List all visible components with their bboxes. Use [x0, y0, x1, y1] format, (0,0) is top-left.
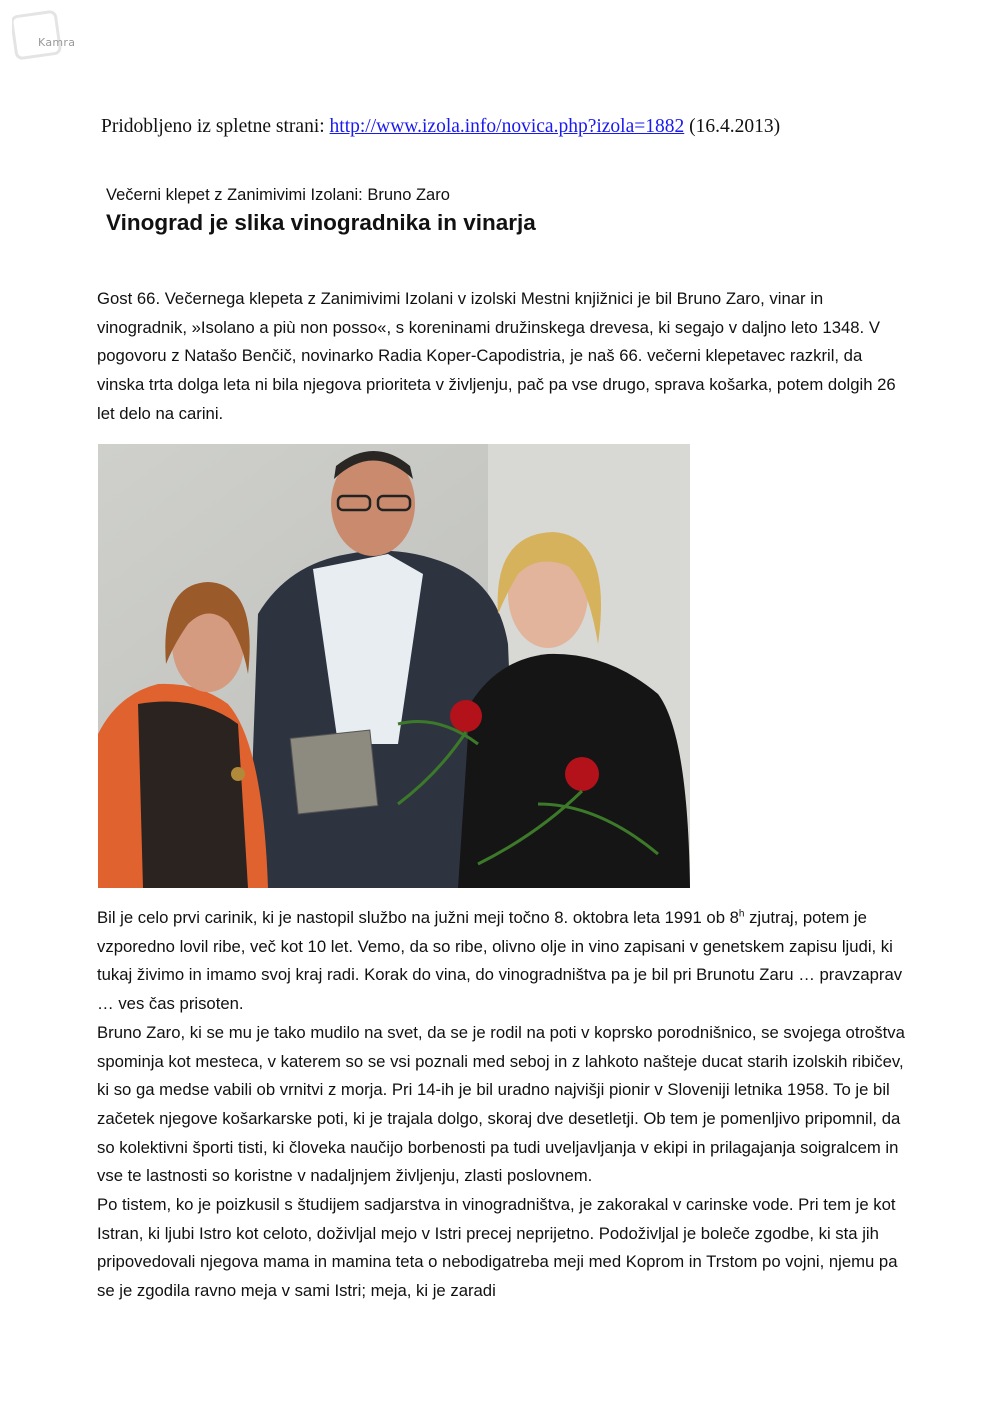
- source-date: (16.4.2013): [689, 116, 781, 137]
- article-photo: [98, 444, 690, 888]
- body-paragraph-2: Bruno Zaro, ki se mu je tako mudilo na svet, da se je rodil na poti v koprsko porodnišnico, se svojega otroštva spominja kot mesteca, v katerem so se vsi poznali med seboj in z lahkoto našteje ducat starih izolskih ribičev, ki so ga medse vabili ob vrnitvi z morja. Pri 14-ih je bil uradno najvišji pionir v Sloveniji letnika 1958. To je bil začetek njegove košarkarske poti, ki je trajala dolgo, skoraj dve desetletji. Ob tem je pomenljivo pripomnil, da so kolektivni športi tisti, ki človeka naučijo borbenosti pa tudi uveljavljanja v ekipi in prilagajanja soigralcem in vse te lastnosti so koristne v nadaljnjem življenju, zlasti poslovnem.: [97, 1022, 905, 1186]
- kamra-logo: [12, 10, 112, 60]
- body-paragraph-3: Po tistem, ko je poizkusil s študijem sadjarstva in vinogradništva, je zakorakal v carinske vode. Pri tem je kot Istran, ki ljubi Istro kot celoto, doživljal mejo v Istri precej neprijetno. Podoživljal je boleče zgodbe, ki sta jih pripovedovali njegova mama in mamina teta o nebodigatreba meji med Koprom in Trstom po vojni, njemu pa se je zgodila ravno meja v sami Istri; meja, ki je zaradi: [97, 1195, 898, 1301]
- hour-superscript: h: [738, 908, 745, 920]
- body-paragraph-text: Bil je celo prvi carinik, ki je nastopil službo na južni meji točno 8. oktobra leta 1991 ob 8: [97, 908, 739, 927]
- article-headline: Vinograd je slika vinogradnika in vinarja: [106, 210, 536, 235]
- source-line: [101, 116, 780, 138]
- body-paragraph-text-cont: zjutraj, potem je vzporedno lovil ribe, več kot 10 let. Vemo, da so ribe, olivno olje in vino zapisani v genetskem zapisu ljudi, ki tukaj živimo in imamo svoj kraj radi. Korak do vina, do vinogradništva pa je bil pri Brunotu Zaru … pravzaprav … ves čas prisoten.: [97, 908, 903, 1014]
- logo-text: Kamra: [38, 36, 76, 49]
- body-paragraph: [97, 904, 912, 1306]
- source-prefix: Pridobljeno iz spletne strani:: [101, 116, 325, 137]
- article-kicker: Večerni klepet z Zanimivimi Izolani: Bruno Zaro: [106, 186, 450, 204]
- source-link[interactable]: http://www.izola.info/novica.php?izola=1882: [329, 116, 685, 137]
- intro-paragraph: Gost 66. Večernega klepeta z Zanimivimi Izolani v izolski Mestni knjižnici je bil Bruno Zaro, vinar in vinogradnik, »Isolano a più non posso«, s koreninami družinskega drevesa, ki segajo v daljno leto 1348. V pogovoru z Natašo Benčič, novinarko Radia Koper-Capodistria, je naš 66. večerni klepetavec razkril, da vinska trta dolga leta ni bila njegova prioriteta v življenju, pač pa vse drugo, sprava košarka, potem dolgih 26 let delo na carini.: [97, 289, 896, 423]
- kamra-logo-icon: [12, 10, 112, 60]
